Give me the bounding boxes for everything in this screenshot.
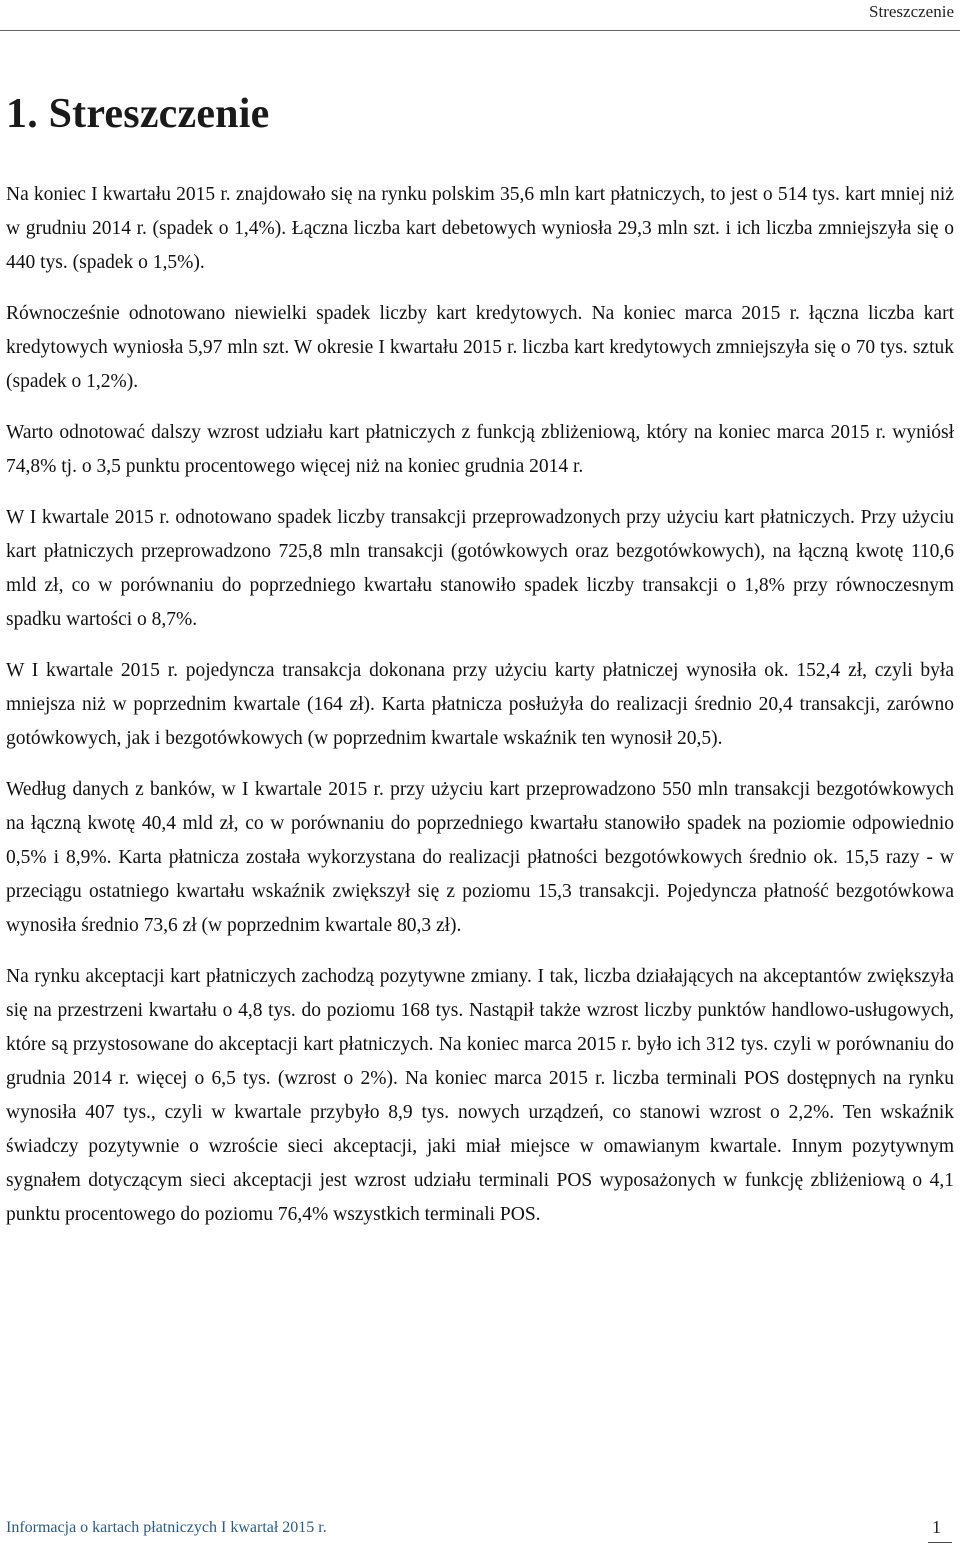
- paragraph-cards-count: Na koniec I kwartału 2015 r. znajdowało się na rynku polskim 35,6 mln kart płatniczych, to jest o 514 tys. kart mniej niż w grudniu 2014 r. (spadek o 1,4%). Łączna liczba kart debetowych wyniosła 29,3 mln szt. i ich liczba zmniejszyła się o 440 tys. (spadek o 1,5%).: [6, 184, 954, 273]
- paragraph-average-transaction: W I kwartale 2015 r. pojedyncza transakcja dokonana przy użyciu karty płatniczej wynosiła ok. 152,4 zł, czyli była mniejsza niż w poprzednim kwartale (164 zł). Karta płatnicza posłużyła do realizacji średnio 20,4 transakcji, zarówno gotówkowych, jak i bezgotówkowych (w poprzednim kwartale wskaźnik ten wynosił 20,5).: [6, 660, 954, 749]
- header-divider: [0, 30, 960, 31]
- running-header: Streszczenie: [869, 2, 954, 21]
- summary-body: [6, 178, 954, 1249]
- paragraph-transactions: W I kwartale 2015 r. odnotowano spadek liczby transakcji przeprowadzonych przy użyciu kart płatniczych. Przy użyciu kart płatniczych przeprowadzono 725,8 mln transakcji (gotówkowych oraz bezgotówkowych), na łączną kwotę 110,6 mld zł, co w porównaniu do poprzedniego kwartału stanowiło spadek liczby transakcji o 1,8% przy równoczesnym spadku wartości o 8,7%.: [6, 507, 954, 630]
- paragraph-credit-cards: Równocześnie odnotowano niewielki spadek liczby kart kredytowych. Na koniec marca 2015 r. łączna liczba kart kredytowych wyniosła 5,97 mln szt. W okresie I kwartału 2015 r. liczba kart kredytowych zmniejszyła się o 70 tys. sztuk (spadek o 1,2%).: [6, 303, 954, 392]
- chapter-title: 1. Streszczenie: [6, 91, 270, 137]
- paragraph-acceptance-market: Na rynku akceptacji kart płatniczych zachodzą pozytywne zmiany. I tak, liczba działających na akceptantów zwiększyła się na przestrzeni kwartału o 4,8 tys. do poziomu 168 tys. Nastąpił także wzrost liczby punktów handlowo-usługowych, które są przystosowane do akceptacji kart płatniczych. Na koniec marca 2015 r. było ich 312 tys. czyli w porównaniu do grudnia 2014 r. więcej o 6,5 tys. (wzrost o 2%). Na koniec marca 2015 r. liczba terminali POS dostępnych na rynku wynosiła 407 tys., czyli w kwartale przybyło 8,9 tys. nowych urządzeń, co stanowi wzrost o 2,2%. Ten wskaźnik świadczy pozytywnie o wzroście sieci akceptacji, jaki miał miejsce w omawianym kwartale. Innym pozytywnym sygnałem dotyczącym sieci akceptacji jest wzrost udziału terminali POS wyposażonych w funkcję zbliżeniową o 4,1 punktu procentowego do poziomu 76,4% wszystkich terminali POS.: [6, 966, 954, 1225]
- paragraph-bank-data: Według danych z banków, w I kwartale 2015 r. przy użyciu kart przeprowadzono 550 mln transakcji bezgotówkowych na łączną kwotę 40,4 mld zł, co w porównaniu do poprzedniego kwartału stanowiło spadek na poziomie odpowiednio 0,5% i 8,9%. Karta płatnicza została wykorzystana do realizacji płatności bezgotówkowych średnio ok. 15,5 razy - w przeciągu ostatniego kwartału wskaźnik zwiększył się z poziomu 15,3 transakcji. Pojedyncza płatność bezgotówkowa wynosiła średnio 73,6 zł (w poprzednim kwartale 80,3 zł).: [6, 779, 954, 936]
- paragraph-contactless-share: Warto odnotować dalszy wzrost udziału kart płatniczych z funkcją zbliżeniową, który na koniec marca 2015 r. wyniósł 74,8% tj. o 3,5 punktu procentowego więcej niż na koniec grudnia 2014 r.: [6, 422, 954, 477]
- page-number: 1: [932, 1517, 941, 1537]
- footer-publication-title: Informacja o kartach płatniczych I kwartał 2015 r.: [6, 1519, 327, 1536]
- page-number-underline: [928, 1542, 952, 1543]
